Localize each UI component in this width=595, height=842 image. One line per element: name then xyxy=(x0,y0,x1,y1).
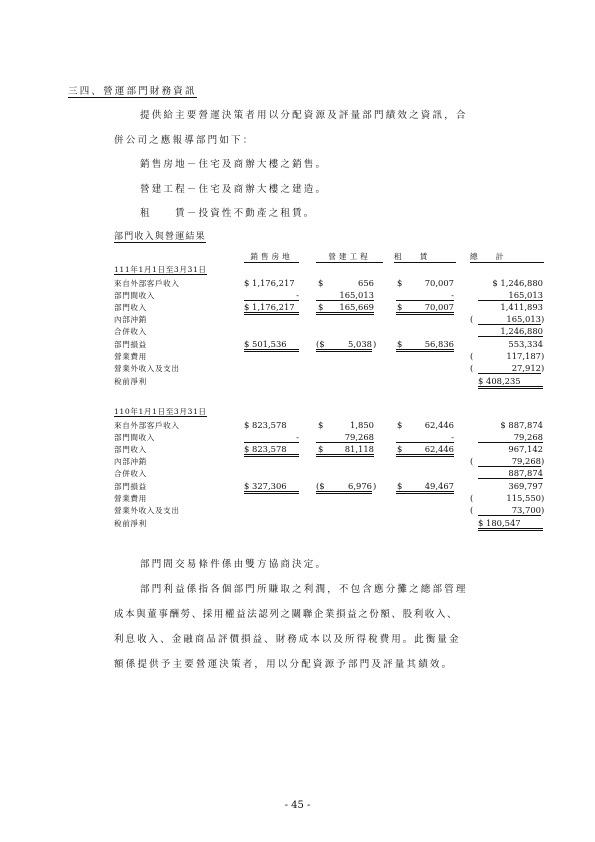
row-label: 營業外收入及支出 xyxy=(114,364,180,373)
cell: 165,013 xyxy=(316,290,374,301)
cell: $ xyxy=(318,278,324,288)
cell: $ 408,235 xyxy=(478,376,543,389)
cell: $ 1,176,217 xyxy=(244,302,299,315)
cell: $ 501,536 xyxy=(244,339,299,352)
note-transactions: 部門間交易條件係由雙方協商決定。 xyxy=(140,559,328,570)
paren-close: ) xyxy=(541,505,545,515)
cell: 1,850 xyxy=(350,420,374,430)
page-number: - 45 - xyxy=(284,800,311,811)
cell: - xyxy=(244,432,299,443)
note-profit-line-3: 利息收入、金融商品評價損益、財務成本以及所得稅費用。此衡量金 xyxy=(114,634,461,645)
cell: 165,013 xyxy=(478,290,543,301)
cell: 369,797 xyxy=(508,481,543,491)
paren-close: ) xyxy=(541,456,545,466)
cell: 27,912 xyxy=(478,363,541,374)
paren-open: ( xyxy=(470,363,474,373)
cell: 5,038 xyxy=(316,339,372,352)
row-label: 部門收入 xyxy=(114,445,147,454)
row-label: 內部沖銷 xyxy=(114,315,147,324)
col-header-leasing: 租 賃 xyxy=(394,251,456,263)
row-label: 部門損益 xyxy=(114,482,147,491)
cell: $ xyxy=(397,444,403,454)
intro-line-1: 提供給主要營運決策者用以分配資源及評量部門績效之資訊，合 xyxy=(140,110,468,121)
cell: $ xyxy=(318,420,324,430)
col-header-construction: 營建工程 xyxy=(316,251,383,263)
row-label: 合併收入 xyxy=(114,327,147,336)
cell: - xyxy=(396,290,454,301)
cell: 1,246,880 xyxy=(478,326,543,337)
segment-sales: 銷售房地－住宅及商辦大樓之銷售。 xyxy=(140,159,328,170)
paren-close: ) xyxy=(541,363,545,373)
paren-close: ) xyxy=(541,351,545,361)
row-label: 稅前淨利 xyxy=(114,377,147,386)
cell: 56,836 xyxy=(396,339,454,352)
segment-leasing: 租 賃－投資性不動產之租賃。 xyxy=(140,208,316,219)
cell: ($ xyxy=(316,481,325,491)
cell: 115,550 xyxy=(506,493,541,503)
cell: - xyxy=(396,432,454,443)
cell: 165,013 xyxy=(478,314,541,325)
cell: 70,007 xyxy=(424,278,454,288)
cell: $ 887,874 xyxy=(500,420,543,430)
cell: $ 1,246,880 xyxy=(492,278,543,288)
cell: $ xyxy=(397,481,403,491)
cell: 165,669 xyxy=(316,302,374,315)
cell: - xyxy=(244,290,299,301)
row-label: 部門間收入 xyxy=(114,291,155,300)
paren-open: ( xyxy=(470,314,474,324)
col-header-total: 總 計 xyxy=(470,251,544,263)
cell: 79,268 xyxy=(478,456,541,467)
cell: $ 823,578 xyxy=(244,420,287,430)
paren-close: ) xyxy=(373,339,377,349)
row-label: 部門收入 xyxy=(114,303,147,312)
cell: 6,976 xyxy=(316,481,372,494)
cell: 887,874 xyxy=(478,468,543,479)
paren-close: ) xyxy=(541,314,545,324)
cell: 49,467 xyxy=(396,481,454,494)
cell: $ 180,547 xyxy=(478,518,543,531)
table-title: 部門收入與營運結果 xyxy=(114,232,206,242)
cell: 62,446 xyxy=(424,420,454,430)
row-label: 部門損益 xyxy=(114,340,147,349)
cell: $ 1,176,217 xyxy=(244,278,295,288)
cell: 79,268 xyxy=(478,432,543,443)
cell: $ xyxy=(397,278,403,288)
paren-open: ( xyxy=(470,351,474,361)
row-label: 部門間收入 xyxy=(114,433,155,442)
row-label: 合併收入 xyxy=(114,469,147,478)
cell: $ xyxy=(397,302,403,312)
row-label: 內部沖銷 xyxy=(114,457,147,466)
cell: 1,411,893 xyxy=(500,302,543,312)
cell: 117,187 xyxy=(506,351,541,361)
segment-construction: 營建工程－住宅及商辦大樓之建造。 xyxy=(140,184,328,195)
cell: 656 xyxy=(358,278,374,288)
cell: ($ xyxy=(316,339,325,349)
paren-open: ( xyxy=(470,505,474,515)
row-label: 稅前淨利 xyxy=(114,519,147,528)
row-label: 營業費用 xyxy=(114,494,147,503)
cell: 73,700 xyxy=(478,505,541,516)
note-profit-line-2: 成本與董事酬勞、採用權益法認列之關聯企業損益之份額、股利收入、 xyxy=(114,609,459,620)
paren-open: ( xyxy=(470,456,474,466)
cell: $ 823,578 xyxy=(244,444,299,457)
cell: 553,334 xyxy=(508,339,543,349)
row-label: 來自外部客戶收入 xyxy=(114,421,180,430)
cell: $ xyxy=(397,420,403,430)
section-heading: 三四、營運部門財務資訊 xyxy=(68,86,197,97)
cell: $ xyxy=(397,339,403,349)
intro-line-2: 併公司之應報導部門如下： xyxy=(114,135,255,146)
row-label: 來自外部客戶收入 xyxy=(114,279,180,288)
paren-close: ) xyxy=(373,481,377,491)
period-label-110: 110年1月1日至3月31日 xyxy=(114,407,207,416)
paren-close: ) xyxy=(541,493,545,503)
cell: 70,007 xyxy=(396,302,454,315)
cell: $ 327,306 xyxy=(244,481,299,494)
row-label: 營業外收入及支出 xyxy=(114,506,180,515)
cell: 62,446 xyxy=(396,444,454,457)
row-label: 營業費用 xyxy=(114,352,147,361)
paren-open: ( xyxy=(470,493,474,503)
cell: $ xyxy=(318,444,324,454)
note-profit-line-4: 額係提供予主要營運決策者，用以分配資源予部門及評量其績效。 xyxy=(114,659,454,670)
cell: $ xyxy=(318,302,324,312)
cell: 81,118 xyxy=(316,444,374,457)
period-label-111: 111年1月1日至3月31日 xyxy=(114,265,207,274)
cell: 79,268 xyxy=(316,432,374,443)
cell: 967,142 xyxy=(508,444,543,454)
col-header-sales: 銷售房地 xyxy=(244,251,299,263)
note-profit-line-1: 部門利益係指各個部門所賺取之利潤，不包含應分攤之總部管理 xyxy=(140,584,468,595)
